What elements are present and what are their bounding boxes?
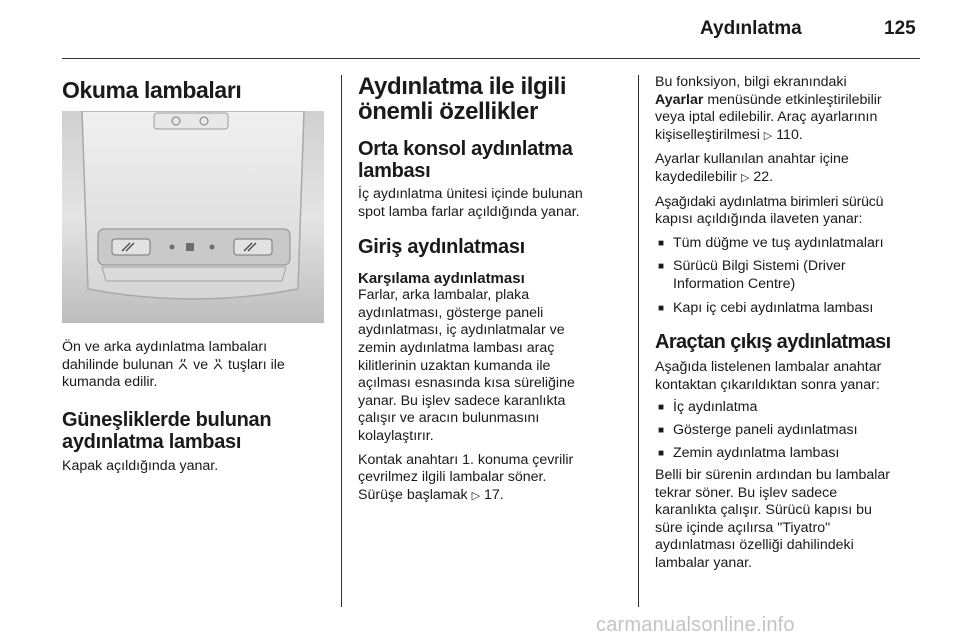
timer-text-line-1: Belli bir sürenin ardından bu lambalar: [655, 467, 891, 484]
heading-features-line-1: Aydınlatma ile ilgili: [358, 73, 567, 100]
column-1: [62, 78, 324, 102]
exit-text-line-1: Aşağıda listelenen lambalar anahtar: [655, 359, 882, 376]
heading-welcome-lighting: Karşılama aydınlatması: [358, 270, 525, 288]
timer-text-line-6: lambalar yanar.: [655, 555, 752, 572]
reading-lamp-front-icon: [177, 358, 189, 370]
arrow-reference-icon[interactable]: ▷: [763, 129, 773, 142]
welcome-text-line-4: zemin aydınlatma lambası araç: [358, 339, 555, 356]
column-divider-1: [341, 75, 342, 607]
list-item: ■ Kapı iç cebi aydınlatma lambası: [655, 300, 923, 318]
list-item: ■ Sürücü Bilgi Sistemi (Driver Information Centre): [655, 258, 923, 293]
welcome-text-line-1: Farlar, arka lambalar, plaka: [358, 287, 530, 304]
column-divider-2: [638, 75, 639, 607]
welcome-text-line-6: açılması esnasında kısa süreliğine: [358, 375, 575, 392]
list-item: ■ Gösterge paneli aydınlatması: [655, 422, 923, 440]
console-text-line-2: spot lamba farlar açıldığında yanar.: [358, 203, 580, 220]
heading-reading-lamps: Okuma lambaları: [62, 77, 242, 103]
column-3: [655, 74, 923, 573]
page-reference-link[interactable]: 17.: [484, 486, 504, 503]
heading-features-line-2: önemli özellikler: [358, 98, 538, 125]
timer-text-line-5: aydınlatması özelliği dahilindeki: [655, 537, 854, 554]
welcome-text-line-3: aydınlatması, iç aydınlatmalar ve: [358, 322, 565, 339]
heading-console-line-2: lambası: [358, 160, 431, 182]
list-item: ■ Tüm düğme ve tuş aydınlatmaları: [655, 235, 923, 253]
page-number: 125: [884, 18, 916, 39]
timer-text-line-2: tekrar söner. Bu işlev sadece: [655, 484, 838, 501]
welcome-text-line-9: kolaylaştırır.: [358, 427, 434, 444]
arrow-reference-icon[interactable]: ▷: [471, 489, 481, 502]
extra-text-line-1: Aşağıdaki aydınlatma birimleri sürücü: [655, 193, 884, 210]
welcome-text-line-5: kilitlerinin uzaktan kumanda ile: [358, 357, 551, 374]
sunvisor-text: Kapak açıldığında yanar.: [62, 457, 219, 474]
arrow-reference-icon[interactable]: ▷: [740, 171, 750, 184]
running-header-section: Aydınlatma: [700, 18, 802, 39]
ignition-text-line-2: çevrilmez ilgili lambalar söner.: [358, 469, 547, 486]
heading-sunvisor-line-1: Güneşliklerde bulunan: [62, 408, 272, 431]
welcome-text-line-8: çalışır ve aracın bulunmasını: [358, 410, 540, 427]
console-text-line-1: İç aydınlatma ünitesi içinde bulunan: [358, 186, 583, 202]
header-divider: [62, 58, 920, 59]
extra-text-line-2: kapısı açıldığında ilaveten yanar:: [655, 211, 863, 228]
function-text-line-2: Ayarlar menüsünde etkinleştirilebilir: [655, 91, 882, 108]
function-text-line-4: kişiselleştirilmesi ▷ 110.: [655, 126, 803, 143]
saved-text-line-2: kaydedilebilir ▷ 22.: [655, 168, 774, 185]
list-item: ■ İç aydınlatma: [655, 399, 923, 417]
column-2: [358, 74, 622, 505]
heading-exit-lighting: Araçtan çıkış aydınlatması: [655, 331, 891, 354]
function-text-line-3: veya iptal edilebilir. Araç ayarlarının: [655, 109, 878, 126]
reading-lamps-text-line-3: kumanda edilir.: [62, 374, 158, 391]
heading-entry-lighting: Giriş aydınlatması: [358, 236, 525, 259]
reading-lamps-text-line-2: dahilinde bulunan ve tuşları ile: [62, 356, 285, 373]
welcome-text-line-7: yanar. Bu işlev sadece karanlıkta: [358, 392, 566, 409]
reading-lamp-photo: [62, 111, 324, 323]
ignition-text-line-1: Kontak anahtarı 1. konuma çevrilir: [358, 451, 574, 468]
timer-text-line-3: karanlıkta çalışır. Sürücü kapısı bu: [655, 502, 872, 519]
welcome-text-line-2: aydınlatması, gösterge paneli: [358, 304, 544, 321]
page-reference-link[interactable]: 22.: [753, 168, 774, 185]
exit-text-line-2: kontaktan çıkarıldıktan sonra yanar:: [655, 376, 880, 393]
settings-menu-name: Ayarlar: [655, 91, 704, 108]
reading-lamps-text-line-1: Ön ve arka aydınlatma lambaları: [62, 339, 268, 355]
page-reference-link[interactable]: 110.: [776, 126, 803, 143]
timer-text-line-4: süre içinde açılırsa "Tiyatro": [655, 519, 831, 536]
exit-lighting-list: [655, 399, 923, 462]
saved-text-line-1: Ayarlar kullanılan anahtar içine: [655, 151, 849, 168]
start-text: Sürüşe başlamak ▷ 17.: [358, 486, 504, 503]
heading-console-line-1: Orta konsol aydınlatma: [358, 138, 573, 160]
reading-lamp-rear-icon: [212, 358, 224, 370]
heading-sunvisor-line-2: aydınlatma lambası: [62, 430, 242, 453]
column-1-text: [62, 339, 324, 475]
function-text-line-1: Bu fonksiyon, bilgi ekranındaki: [655, 74, 847, 90]
watermark: carmanualsonline.info: [596, 614, 795, 636]
extra-lighting-list: [655, 235, 923, 317]
list-item: ■ Zemin aydınlatma lambası: [655, 445, 923, 463]
